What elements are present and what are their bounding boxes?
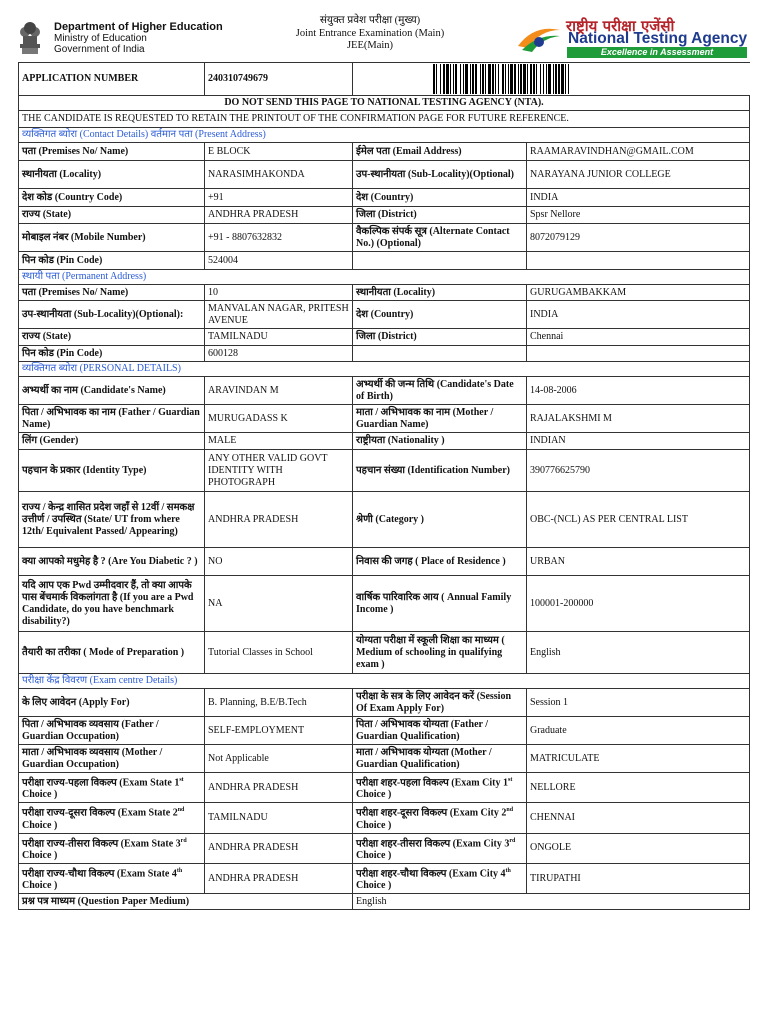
empty-cell	[353, 252, 527, 270]
country-code-label: देश कोड (Country Code)	[19, 189, 205, 207]
pwd-label: यदि आप एक Pwd उम्मीदवार हैं, तो क्या आपके पास बेंचमार्क विकलांगता है (If you are a Pwd Candidate, do you have benchmark disability?)	[19, 576, 205, 632]
question-paper-medium-label: प्रश्न पत्र माध्यम (Question Paper Medium)	[19, 894, 353, 910]
state-12th-value: ANDHRA PRADESH	[205, 492, 353, 548]
notice-retain-printout: THE CANDIDATE IS REQUESTED TO RETAIN THE PRINTOUT OF THE CONFIRMATION PAGE FOR FUTURE REFERENCE.	[19, 111, 750, 128]
schooling-medium-value: English	[527, 632, 750, 674]
permanent-district-value: Chennai	[527, 329, 750, 346]
confirmation-table	[18, 62, 750, 910]
mother-name-value: RAJALAKSHMI M	[527, 405, 750, 433]
permanent-pin-value: 600128	[205, 346, 353, 362]
present-premises-label: पता (Premises No/ Name)	[19, 143, 205, 161]
father-qualification-value: Graduate	[527, 717, 750, 745]
permanent-country-value: INDIA	[527, 301, 750, 329]
identity-type-label: पहचान के प्रकार (Identity Type)	[19, 450, 205, 492]
father-qualification-label: पिता / अभिभावक योग्यता (Father / Guardian Qualification)	[353, 717, 527, 745]
gender-label: लिंग (Gender)	[19, 433, 205, 450]
gender-value: MALE	[205, 433, 353, 450]
application-number-value: 240310749679	[205, 63, 353, 96]
barcode-icon	[433, 64, 750, 94]
present-locality-value: NARASIMHAKONDA	[205, 161, 353, 189]
exam-city-3-label: परीक्षा शहर-तीसरा विकल्प (Exam City 3rd Choice )	[353, 833, 527, 863]
permanent-state-value: TAMILNADU	[205, 329, 353, 346]
exam-title	[250, 15, 490, 53]
residence-value: URBAN	[527, 548, 750, 576]
identity-type-value: ANY OTHER VALID GOVT IDENTITY WITH PHOTOGRAPH	[205, 450, 353, 492]
notice-do-not-send: DO NOT SEND THIS PAGE TO NATIONAL TESTING AGENCY (NTA).	[19, 96, 750, 111]
empty-cell	[527, 346, 750, 362]
apply-for-label: के लिए आवेदन (Apply For)	[19, 689, 205, 717]
present-state-label: राज्य (State)	[19, 207, 205, 224]
present-district-label: जिला (District)	[353, 207, 527, 224]
exam-state-1-value: ANDHRA PRADESH	[205, 773, 353, 803]
preparation-value: Tutorial Classes in School	[205, 632, 353, 674]
present-state-value: ANDHRA PRADESH	[205, 207, 353, 224]
section-contact-details: व्यक्तिगत ब्योरा (Contact Details) वर्तमान पता (Present Address)	[19, 128, 750, 143]
exam-city-4-value: TIRUPATHI	[527, 863, 750, 893]
national-emblem-icon	[16, 18, 44, 56]
permanent-sublocality-value: MANVALAN NAGAR, PRITESH AVENUE	[205, 301, 353, 329]
exam-city-4-label: परीक्षा शहर-चौथा विकल्प (Exam City 4th Choice )	[353, 863, 527, 893]
permanent-country-label: देश (Country)	[353, 301, 527, 329]
alternate-contact-label: वैकल्पिक संपर्क सूत्र (Alternate Contact No.) (Optional)	[353, 224, 527, 252]
permanent-premises-label: पता (Premises No/ Name)	[19, 285, 205, 301]
nta-logo	[514, 16, 754, 58]
nta-tagline: Excellence in Assessment	[567, 47, 747, 58]
exam-state-3-value: ANDHRA PRADESH	[205, 833, 353, 863]
exam-city-1-label: परीक्षा शहर-पहला विकल्प (Exam City 1st Choice )	[353, 773, 527, 803]
schooling-medium-label: योग्यता परीक्षा में स्कूली शिक्षा का माध्यम ( Medium of schooling in qualifying exam )	[353, 632, 527, 674]
empty-cell	[353, 346, 527, 362]
present-country-value: INDIA	[527, 189, 750, 207]
exam-city-2-label: परीक्षा शहर-दूसरा विकल्प (Exam City 2nd Choice )	[353, 803, 527, 833]
section-personal-details: व्यक्तिगत ब्योरा (PERSONAL DETAILS)	[19, 362, 750, 377]
permanent-premises-value: 10	[205, 285, 353, 301]
mother-name-label: माता / अभिभावक का नाम (Mother / Guardian Name)	[353, 405, 527, 433]
mobile-value: +91 - 8807632832	[205, 224, 353, 252]
exam-title-english: Joint Entrance Examination (Main)	[295, 27, 445, 39]
nta-swirl-icon	[516, 24, 562, 54]
ministry-name: Ministry of Education	[54, 33, 147, 44]
barcode-cell	[353, 63, 750, 96]
preparation-label: तैयारी का तरीका ( Mode of Preparation )	[19, 632, 205, 674]
department-block	[54, 22, 223, 55]
father-name-label: पिता / अभिभावक का नाम (Father / Guardian Name)	[19, 405, 205, 433]
present-locality-label: स्थानीयता (Locality)	[19, 161, 205, 189]
permanent-locality-label: स्थानीयता (Locality)	[353, 285, 527, 301]
permanent-sublocality-label: उप-स्थानीयता (Sub-Locality)(Optional):	[19, 301, 205, 329]
father-name-value: MURUGADASS K	[205, 405, 353, 433]
state-12th-label: राज्य / केन्द्र शासित प्रदेश जहाँ से 12वीं / समकक्ष उत्तीर्ण / उपस्थित (State/ UT from where 12th/ Equivalent Passed/ Appearing)	[19, 492, 205, 548]
exam-city-2-value: CHENNAI	[527, 803, 750, 833]
exam-state-4-value: ANDHRA PRADESH	[205, 863, 353, 893]
income-value: 100001-200000	[527, 576, 750, 632]
page-header	[0, 0, 768, 62]
pwd-value: NA	[205, 576, 353, 632]
permanent-state-label: राज्य (State)	[19, 329, 205, 346]
session-label: परीक्षा के सत्र के लिए आवेदन करें (Session Of Exam Apply For)	[353, 689, 527, 717]
country-code-value: +91	[205, 189, 353, 207]
exam-city-3-value: ONGOLE	[527, 833, 750, 863]
exam-state-1-label: परीक्षा राज्य-पहला विकल्प (Exam State 1st Choice )	[19, 773, 205, 803]
empty-cell	[527, 252, 750, 270]
exam-short-name: JEE(Main)	[346, 40, 394, 51]
exam-title-hindi: संयुक्त प्रवेश परीक्षा (मुख्य)	[319, 15, 421, 26]
present-pin-label: पिन कोड (Pin Code)	[19, 252, 205, 270]
present-premises-value: E BLOCK	[205, 143, 353, 161]
diabetic-label: क्या आपको मधुमेह है ? (Are You Diabetic ? )	[19, 548, 205, 576]
email-label: ईमेल पता (Email Address)	[353, 143, 527, 161]
identification-number-value: 390776625790	[527, 450, 750, 492]
apply-for-value: B. Planning, B.E/B.Tech	[205, 689, 353, 717]
nationality-value: INDIAN	[527, 433, 750, 450]
exam-state-3-label: परीक्षा राज्य-तीसरा विकल्प (Exam State 3rd Choice )	[19, 833, 205, 863]
barcode-bar	[569, 64, 571, 94]
dob-label: अभ्यर्थी की जन्म तिथि (Candidate's Date of Birth)	[353, 377, 527, 405]
dept-name: Department of Higher Education	[54, 21, 223, 33]
residence-label: निवास की जगह ( Place of Residence )	[353, 548, 527, 576]
father-occupation-label: पिता / अभिभावक व्यवसाय (Father / Guardian Occupation)	[19, 717, 205, 745]
nta-english-name: National Testing Agency	[568, 30, 748, 47]
present-sublocality-label: उप-स्थानीयता (Sub-Locality)(Optional)	[353, 161, 527, 189]
exam-state-2-value: TAMILNADU	[205, 803, 353, 833]
present-pin-value: 524004	[205, 252, 353, 270]
question-paper-medium-value: English	[353, 894, 750, 910]
category-value: OBC-(NCL) AS PER CENTRAL LIST	[527, 492, 750, 548]
exam-state-2-label: परीक्षा राज्य-दूसरा विकल्प (Exam State 2nd Choice )	[19, 803, 205, 833]
permanent-locality-value: GURUGAMBAKKAM	[527, 285, 750, 301]
mother-occupation-label: माता / अभिभावक व्यवसाय (Mother / Guardian Occupation)	[19, 745, 205, 773]
mother-qualification-value: MATRICULATE	[527, 745, 750, 773]
government-name: Government of India	[54, 44, 145, 55]
section-exam-centre: परीक्षा केंद्र विवरण (Exam centre Details)	[19, 674, 750, 689]
father-occupation-value: SELF-EMPLOYMENT	[205, 717, 353, 745]
alternate-contact-value: 8072079129	[527, 224, 750, 252]
exam-city-1-value: NELLORE	[527, 773, 750, 803]
present-district-value: Spsr Nellore	[527, 207, 750, 224]
session-value: Session 1	[527, 689, 750, 717]
permanent-pin-label: पिन कोड (Pin Code)	[19, 346, 205, 362]
diabetic-value: NO	[205, 548, 353, 576]
identification-number-label: पहचान संख्या (Identification Number)	[353, 450, 527, 492]
dob-value: 14-08-2006	[527, 377, 750, 405]
permanent-district-label: जिला (District)	[353, 329, 527, 346]
income-label: वार्षिक पारिवारिक आय ( Annual Family Income )	[353, 576, 527, 632]
category-label: श्रेणी (Category )	[353, 492, 527, 548]
candidate-name-label: अभ्यर्थी का नाम (Candidate's Name)	[19, 377, 205, 405]
present-country-label: देश (Country)	[353, 189, 527, 207]
nationality-label: राष्ट्रीयता (Nationality )	[353, 433, 527, 450]
email-value: RAAMARAVINDHAN@GMAIL.COM	[527, 143, 750, 161]
application-number-label: APPLICATION NUMBER	[19, 63, 205, 96]
mother-qualification-label: माता / अभिभावक योग्यता (Mother / Guardian Qualification)	[353, 745, 527, 773]
section-permanent-address: स्थायी पता (Permanent Address)	[19, 270, 750, 285]
mobile-label: मोबाइल नंबर (Mobile Number)	[19, 224, 205, 252]
present-sublocality-value: NARAYANA JUNIOR COLLEGE	[527, 161, 750, 189]
candidate-name-value: ARAVINDAN M	[205, 377, 353, 405]
mother-occupation-value: Not Applicable	[205, 745, 353, 773]
application-number-row	[19, 63, 750, 96]
exam-state-4-label: परीक्षा राज्य-चौथा विकल्प (Exam State 4th Choice )	[19, 863, 205, 893]
nta-hindi-name: राष्ट्रीय परीक्षा एजेंसी	[566, 17, 675, 35]
